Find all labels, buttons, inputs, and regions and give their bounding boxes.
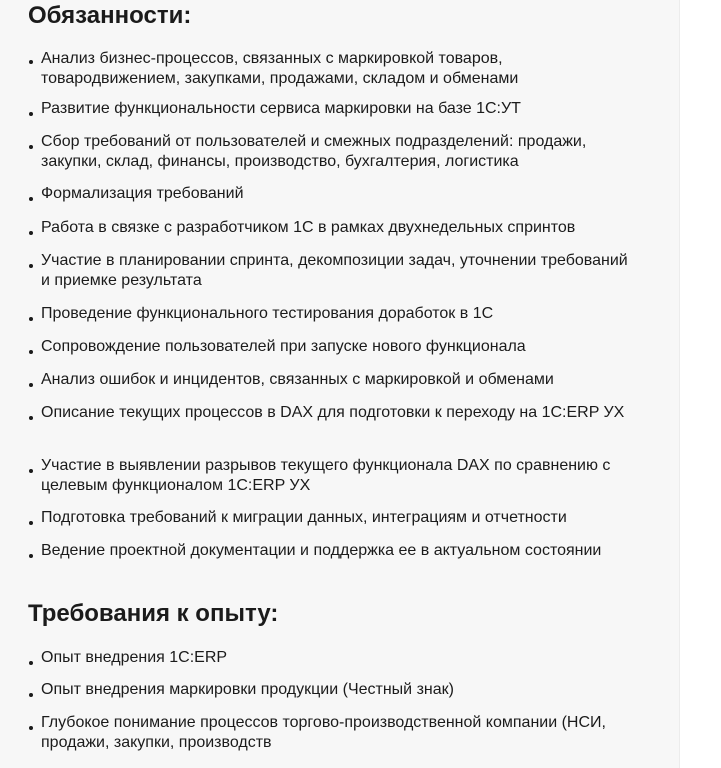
bullet-icon	[29, 197, 33, 201]
list-item-text: Сбор требований от пользователей и смежных подразделений: продажи, закупки, склад, финансы, производство, бухгалтерия, логистика	[41, 133, 587, 170]
list-item-text: Развитие функциональности сервиса маркировки на базе 1С:УТ	[41, 100, 521, 117]
responsibilities-heading: Обязанности:	[28, 2, 192, 29]
bullet-icon	[29, 317, 33, 321]
list-item-text: Участие в выявлении разрывов текущего функционала DAX по сравнению с целевым функционалом 1С:ERP УХ	[41, 457, 611, 494]
list-item-text: Участие в планировании спринта, декомпозиции задач, уточнении требований и приемке результата	[41, 252, 628, 289]
list-item-text: Глубокое понимание процессов торгово-производственной компании (НСИ, продажи, закупки, производств	[41, 714, 606, 751]
list-item-text: Ведение проектной документации и поддержка ее в актуальном состоянии	[41, 542, 602, 559]
list-item-text: Опыт внедрения 1С:ERP	[41, 649, 228, 666]
bullet-icon	[29, 145, 33, 149]
list-item-text: Подготовка требований к миграции данных, интеграциям и отчетности	[41, 509, 567, 526]
list-item-text: Проведение функционального тестирования доработок в 1С	[41, 305, 494, 322]
list-item-text: Сопровождение пользователей при запуске нового функционала	[41, 338, 526, 355]
list-item-text: Анализ бизнес-процессов, связанных с маркировкой товаров, товародвижением, закупками, продажами, складом и обменами	[41, 50, 519, 87]
bullet-icon	[29, 350, 33, 354]
bullet-icon	[29, 554, 33, 558]
bullet-icon	[29, 661, 33, 665]
list-item-text: Опыт внедрения маркировки продукции (Честный знак)	[41, 681, 454, 698]
bullet-icon	[29, 521, 33, 525]
experience-requirements-heading: Требования к опыту:	[28, 600, 279, 627]
bullet-icon	[29, 112, 33, 116]
bullet-icon	[29, 264, 33, 268]
list-item-text: Работа в связке с разработчиком 1С в рамках двухнедельных спринтов	[41, 219, 576, 236]
list-item-text: Описание текущих процессов в DAX для подготовки к переходу на 1С:ERP УХ	[41, 404, 625, 421]
list-item-text: Формализация требований	[41, 185, 244, 202]
bullet-icon	[29, 231, 33, 235]
bullet-icon	[29, 383, 33, 387]
bullet-icon	[29, 726, 33, 730]
panel-divider	[679, 0, 680, 768]
bullet-icon	[29, 60, 33, 64]
bullet-icon	[29, 469, 33, 473]
bullet-icon	[29, 693, 33, 697]
bullet-icon	[29, 416, 33, 420]
list-item-text: Анализ ошибок и инцидентов, связанных с маркировкой и обменами	[41, 371, 554, 388]
